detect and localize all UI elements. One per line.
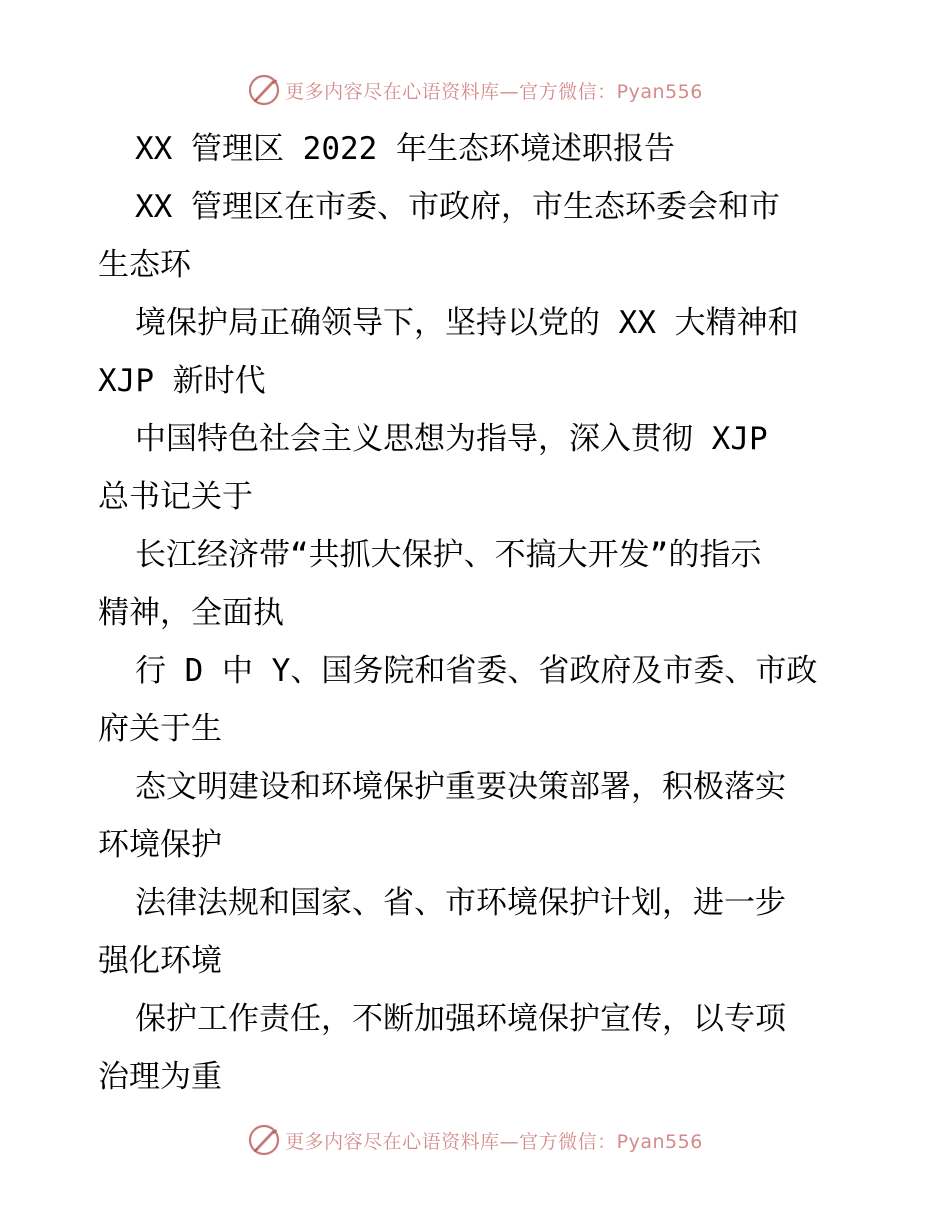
paragraph-line: 总书记关于 [98,479,253,515]
watermark-text: 更多内容尽在心语资料库—官方微信：Pyan556 [285,80,703,103]
footer-watermark-banner [0,1120,950,1160]
report-title: XX 管理区 2022 年生态环境述职报告 [135,131,675,167]
paragraph-line: 法律法规和国家、省、市环境保护计划，进一步 [135,885,786,921]
quill-pen-logo-icon [247,1123,281,1157]
header-watermark-banner [0,70,950,110]
paragraph-line: XJP 新时代 [98,363,266,399]
paragraph-line: 治理为重 [98,1059,222,1095]
paragraph-line: 态文明建设和环境保护重要决策部署，积极落实 [135,769,786,805]
quill-pen-logo-icon [247,73,281,107]
watermark-text: 更多内容尽在心语资料库—官方微信：Pyan556 [285,1130,703,1153]
paragraph-line: 精神，全面执 [98,595,284,631]
paragraph-line: 环境保护 [98,827,222,863]
paragraph-line: 长江经济带“共抓大保护、不搞大开发”的指示 [135,537,762,573]
paragraph-line: 境保护局正确领导下，坚持以党的 XX 大精神和 [135,305,799,341]
paragraph-line: 保护工作责任，不断加强环境保护宣传，以专项 [135,1001,786,1037]
paragraph-line: XX 管理区在市委、市政府，市生态环委会和市 [135,189,780,225]
paragraph-line: 府关于生 [98,711,222,747]
paragraph-line: 中国特色社会主义思想为指导，深入贯彻 XJP [135,421,768,457]
paragraph-line: 行 D 中 Y、国务院和省委、省政府及市委、市政 [135,653,818,689]
report-body [98,120,868,1106]
paragraph-line: 生态环 [98,247,191,283]
paragraph-line: 强化环境 [98,943,222,979]
